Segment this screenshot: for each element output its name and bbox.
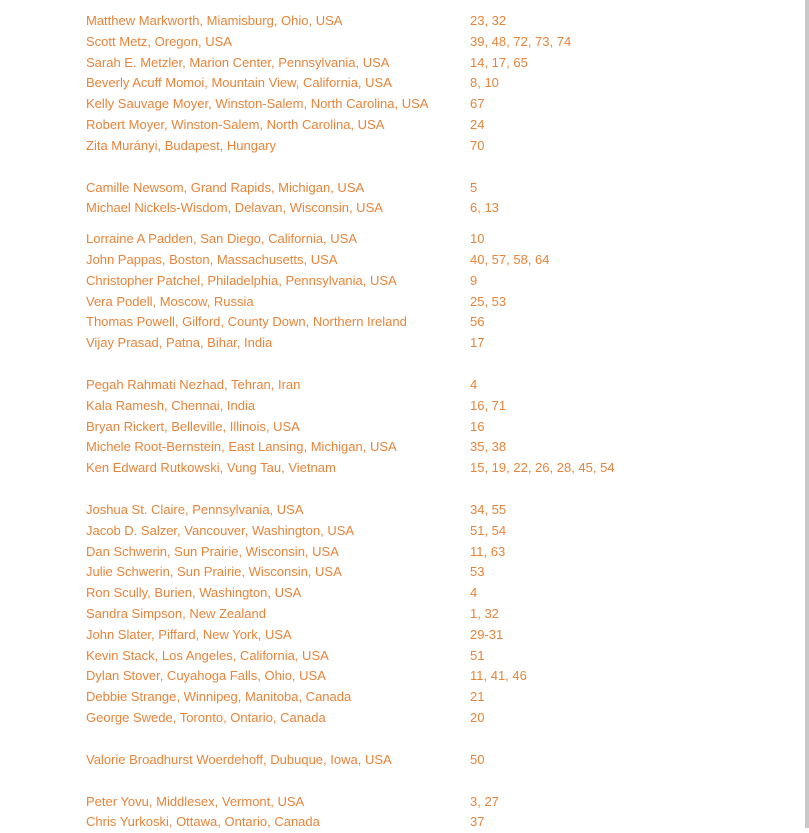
index-entry: [86, 271, 776, 292]
letter-group: [86, 178, 776, 220]
contributor-name: John Pappas, Boston, Massachusetts, USA: [86, 250, 470, 271]
index-entry: [86, 312, 776, 333]
page-numbers: 56: [470, 312, 776, 333]
letter-group: [86, 750, 776, 771]
page-numbers: 8, 10: [470, 73, 776, 94]
index-entry: [86, 646, 776, 667]
contributor-name: Beverly Acuff Momoi, Mountain View, California, USA: [86, 73, 470, 94]
letter-group: [86, 375, 776, 479]
contributor-name: Pegah Rahmati Nezhad, Tehran, Iran: [86, 375, 470, 396]
page-numbers: 67: [470, 94, 776, 115]
contributor-name: Ron Scully, Burien, Washington, USA: [86, 583, 470, 604]
contributor-name: Dan Schwerin, Sun Prairie, Wisconsin, USA: [86, 542, 470, 563]
index-entry: [86, 500, 776, 521]
index-entry: [86, 32, 776, 53]
contributor-name: Bryan Rickert, Belleville, Illinois, USA: [86, 417, 470, 438]
page-numbers: 53: [470, 562, 776, 583]
contributor-name: Jacob D. Salzer, Vancouver, Washington, USA: [86, 521, 470, 542]
index-entry: [86, 604, 776, 625]
page-numbers: 17: [470, 333, 776, 354]
index-entry: [86, 750, 776, 771]
index-entry: [86, 562, 776, 583]
contributor-name: Kala Ramesh, Chennai, India: [86, 396, 470, 417]
page-numbers: 37: [470, 812, 776, 833]
page-numbers: 14, 17, 65: [470, 53, 776, 74]
contributor-name: Michele Root-Bernstein, East Lansing, Michigan, USA: [86, 437, 470, 458]
page-numbers: 15, 19, 22, 26, 28, 45, 54: [470, 458, 776, 479]
index-entry: [86, 583, 776, 604]
contributor-name: Scott Metz, Oregon, USA: [86, 32, 470, 53]
page-numbers: 51: [470, 646, 776, 667]
contributor-name: Camille Newsom, Grand Rapids, Michigan, USA: [86, 178, 470, 199]
index-entry: [86, 521, 776, 542]
index-entry: [86, 625, 776, 646]
letter-group: [86, 229, 776, 354]
page-numbers: 3, 27: [470, 792, 776, 813]
contributor-name: Ken Edward Rutkowski, Vung Tau, Vietnam: [86, 458, 470, 479]
index-entry: [86, 417, 776, 438]
contributor-name: George Swede, Toronto, Ontario, Canada: [86, 708, 470, 729]
contributor-name: Julie Schwerin, Sun Prairie, Wisconsin, USA: [86, 562, 470, 583]
contributor-name: Dylan Stover, Cuyahoga Falls, Ohio, USA: [86, 666, 470, 687]
index-entry: [86, 375, 776, 396]
contributor-name: Sarah E. Metzler, Marion Center, Pennsylvania, USA: [86, 53, 470, 74]
contributor-name: Sandra Simpson, New Zealand: [86, 604, 470, 625]
page-numbers: 24: [470, 115, 776, 136]
letter-group: [86, 500, 776, 729]
page-numbers: 70: [470, 136, 776, 157]
index-entry: [86, 198, 776, 219]
contributor-name: Joshua St. Claire, Pennsylvania, USA: [86, 500, 470, 521]
page-numbers: 1, 32: [470, 604, 776, 625]
page-numbers: 34, 55: [470, 500, 776, 521]
index-entry: [86, 11, 776, 32]
contributor-name: Matthew Markworth, Miamisburg, Ohio, USA: [86, 11, 470, 32]
page-numbers: 10: [470, 229, 776, 250]
page-numbers: 16: [470, 417, 776, 438]
index-entry: [86, 178, 776, 199]
index-entry: [86, 437, 776, 458]
index-entry: [86, 812, 776, 833]
page-edge: [805, 0, 809, 828]
contributor-name: Chris Yurkoski, Ottawa, Ontario, Canada: [86, 812, 470, 833]
index-entry: [86, 396, 776, 417]
index-entry: [86, 666, 776, 687]
index-entry: [86, 687, 776, 708]
page-numbers: 40, 57, 58, 64: [470, 250, 776, 271]
contributor-name: Kevin Stack, Los Angeles, California, USA: [86, 646, 470, 667]
contributor-index: [86, 11, 776, 833]
page-numbers: 21: [470, 687, 776, 708]
index-entry: [86, 792, 776, 813]
contributor-name: Michael Nickels-Wisdom, Delavan, Wisconsin, USA: [86, 198, 470, 219]
page-numbers: 11, 63: [470, 542, 776, 563]
contributor-name: Valorie Broadhurst Woerdehoff, Dubuque, Iowa, USA: [86, 750, 470, 771]
index-entry: [86, 250, 776, 271]
page-numbers: 35, 38: [470, 437, 776, 458]
contributor-name: Robert Moyer, Winston-Salem, North Carolina, USA: [86, 115, 470, 136]
letter-group: [86, 11, 776, 157]
page-numbers: 16, 71: [470, 396, 776, 417]
page-numbers: 39, 48, 72, 73, 74: [470, 32, 776, 53]
page-numbers: 50: [470, 750, 776, 771]
index-entry: [86, 333, 776, 354]
index-entry: [86, 53, 776, 74]
index-entry: [86, 708, 776, 729]
index-entry: [86, 292, 776, 313]
contributor-name: Vera Podell, Moscow, Russia: [86, 292, 470, 313]
page-numbers: 4: [470, 583, 776, 604]
index-entry: [86, 73, 776, 94]
letter-group: [86, 792, 776, 833]
page-numbers: 9: [470, 271, 776, 292]
page-numbers: 23, 32: [470, 11, 776, 32]
contributor-name: Debbie Strange, Winnipeg, Manitoba, Canada: [86, 687, 470, 708]
index-entry: [86, 458, 776, 479]
page-numbers: 25, 53: [470, 292, 776, 313]
page-numbers: 51, 54: [470, 521, 776, 542]
contributor-name: Zita Murányi, Budapest, Hungary: [86, 136, 470, 157]
contributor-name: Thomas Powell, Gilford, County Down, Northern Ireland: [86, 312, 470, 333]
index-entry: [86, 94, 776, 115]
page-numbers: 11, 41, 46: [470, 666, 776, 687]
contributor-name: John Slater, Piffard, New York, USA: [86, 625, 470, 646]
index-entry: [86, 542, 776, 563]
index-entry: [86, 115, 776, 136]
index-entry: [86, 229, 776, 250]
contributor-name: Kelly Sauvage Moyer, Winston-Salem, North Carolina, USA: [86, 94, 470, 115]
page-numbers: 4: [470, 375, 776, 396]
page-numbers: 29-31: [470, 625, 776, 646]
page-numbers: 5: [470, 178, 776, 199]
index-entry: [86, 136, 776, 157]
contributor-name: Lorraine A Padden, San Diego, California, USA: [86, 229, 470, 250]
page-numbers: 6, 13: [470, 198, 776, 219]
page-numbers: 20: [470, 708, 776, 729]
contributor-name: Peter Yovu, Middlesex, Vermont, USA: [86, 792, 470, 813]
contributor-name: Vijay Prasad, Patna, Bihar, India: [86, 333, 470, 354]
contributor-name: Christopher Patchel, Philadelphia, Pennsylvania, USA: [86, 271, 470, 292]
